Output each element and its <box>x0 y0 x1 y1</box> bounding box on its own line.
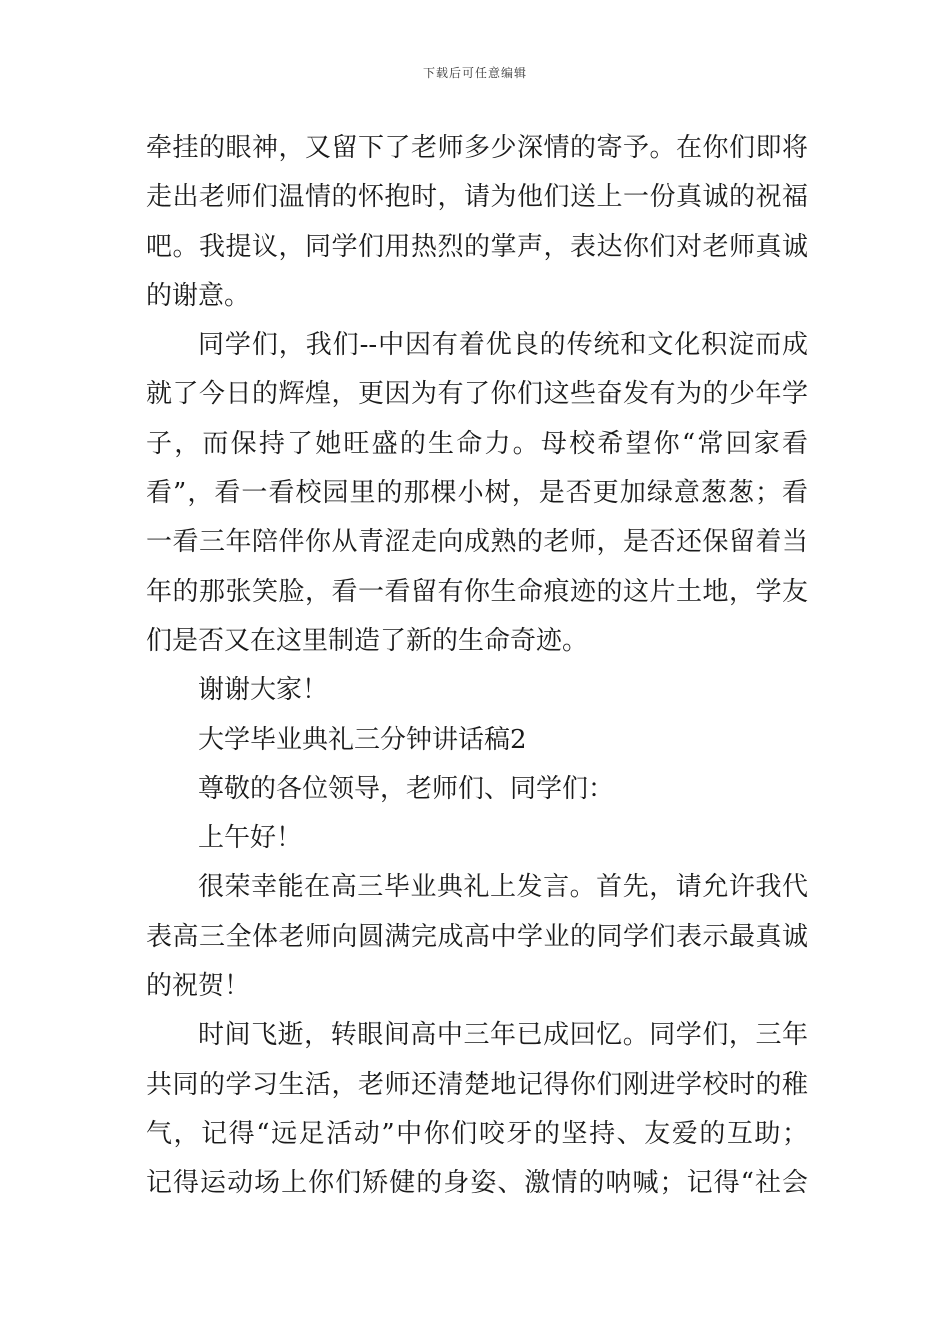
text-line: 们是否又在这里制造了新的生命奇迹。 <box>146 625 589 656</box>
section-title: 大学毕业典礼三分钟讲话稿2 <box>198 724 527 755</box>
text-line: 年的那张笑脸，看一看留有你生命痕迹的这片土地，学友 <box>146 576 808 607</box>
page-header-watermark: 下载后可任意编辑 <box>422 66 527 80</box>
text-line: 走出老师们温情的怀抱时，请为他们送上一份真诚的祝福 <box>146 182 808 213</box>
text-line: 子，而保持了她旺盛的生命力。母校希望你“常回家看 <box>146 428 808 459</box>
text-line: 尊敬的各位领导，老师们、同学们： <box>198 773 615 804</box>
text-line: 的谢意。 <box>146 280 251 311</box>
text-line: 时间飞逝，转眼间高中三年已成回忆。同学们，三年 <box>198 1020 808 1051</box>
text-line: 表高三全体老师向圆满完成高中学业的同学们表示最真诚 <box>146 921 808 952</box>
text-line: 同学们，我们--中因有着优良的传统和文化积淀而成 <box>198 330 808 361</box>
text-line: 牵挂的眼神，又留下了老师多少深情的寄予。在你们即将 <box>146 133 808 163</box>
text-line: 看”，看一看校园里的那棵小树，是否更加绿意葱葱；看 <box>146 478 808 509</box>
text-line: 吧。我提议，同学们用热烈的掌声，表达你们对老师真诚 <box>146 231 808 262</box>
text-line: 就了今日的辉煌，更因为有了你们这些奋发有为的少年学 <box>146 379 808 410</box>
text-line: 上午好！ <box>198 823 303 854</box>
text-line: 气，记得“远足活动”中你们咬牙的坚持、友爱的互助； <box>146 1118 808 1149</box>
text-line: 的祝贺！ <box>146 971 251 1002</box>
text-line: 一看三年陪伴你从青涩走向成熟的老师，是否还保留着当 <box>146 527 808 558</box>
document-body <box>146 124 808 1209</box>
text-line: 谢谢大家！ <box>198 675 329 706</box>
text-line: 共同的学习生活，老师还清楚地记得你们刚进学校时的稚 <box>146 1069 808 1100</box>
text-line: 很荣幸能在高三毕业典礼上发言。首先，请允许我代 <box>198 872 808 903</box>
text-line: 记得运动场上你们矫健的身姿、激情的呐喊；记得“社会 <box>146 1168 808 1199</box>
